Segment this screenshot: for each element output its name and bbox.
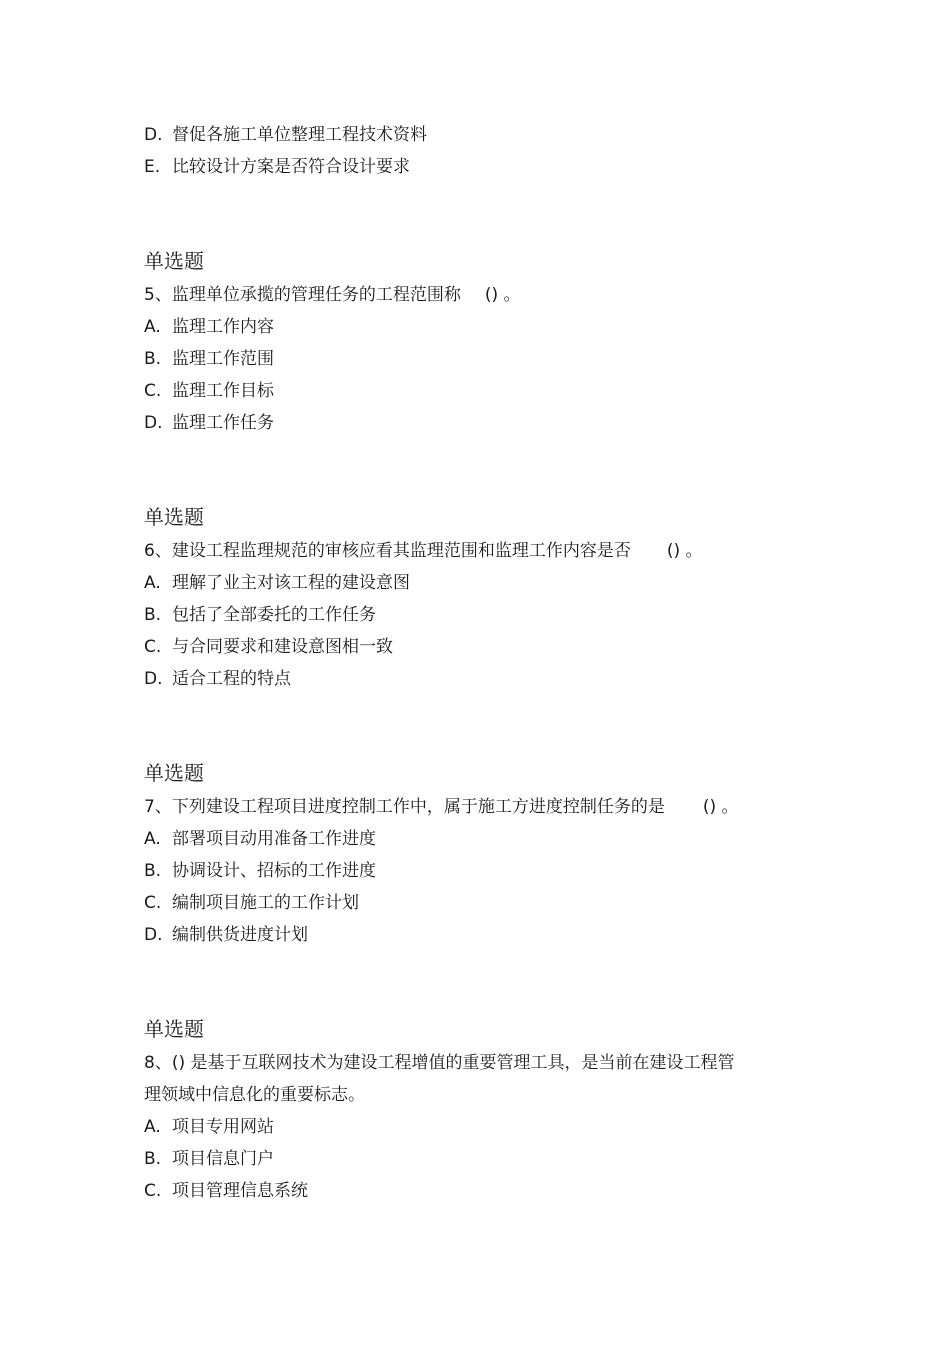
option-text: 理解了业主对该工程的建设意图: [172, 573, 410, 593]
option-text: 比较设计方案是否符合设计要求: [172, 157, 410, 177]
option-row: [144, 668, 291, 690]
option-text: 项目专用网站: [172, 1117, 274, 1137]
option-letter: B.: [144, 605, 162, 625]
option-row: [144, 124, 427, 146]
question-stem-continued: 理领域中信息化的重要标志。: [144, 1085, 365, 1105]
option-row: [144, 828, 376, 850]
option-letter: B.: [144, 349, 162, 369]
option-letter: C.: [144, 893, 162, 913]
question-number: 8、: [144, 1053, 172, 1073]
answer-blank: () 。: [702, 797, 739, 817]
option-letter: C.: [144, 637, 162, 657]
option-text: 督促各施工单位整理工程技术资料: [172, 125, 427, 145]
option-text: 监理工作目标: [172, 381, 274, 401]
option-letter: D.: [144, 125, 163, 145]
option-text: 监理工作内容: [172, 317, 274, 337]
question-number: 7、: [144, 797, 172, 817]
question-text: 监理单位承揽的管理任务的工程范围称: [171, 285, 461, 305]
option-text: 部署项目动用准备工作进度: [172, 829, 376, 849]
question-number: 5、: [144, 285, 172, 305]
option-row: [144, 860, 376, 882]
option-row: [144, 1148, 274, 1170]
option-text: 编制供货进度计划: [172, 925, 308, 945]
option-row: [144, 636, 393, 658]
question-stem: [144, 284, 521, 306]
option-letter: B.: [144, 861, 162, 881]
question-type-heading: 单选题: [144, 1017, 204, 1041]
option-letter: D.: [144, 669, 163, 689]
option-letter: C.: [144, 381, 162, 401]
option-text: 项目管理信息系统: [172, 1181, 308, 1201]
option-row: [144, 924, 308, 946]
question-stem: [144, 540, 703, 562]
option-row: [144, 156, 410, 178]
option-text: 协调设计、招标的工作进度: [172, 861, 376, 881]
option-row: [144, 316, 274, 338]
question-text: 建设工程监理规范的审核应看其监理范围和监理工作内容是否: [171, 541, 631, 561]
option-text: 适合工程的特点: [172, 669, 291, 689]
option-row: [144, 892, 359, 914]
option-text: 监理工作任务: [172, 413, 274, 433]
answer-blank: () 。: [666, 541, 703, 561]
option-text: 包括了全部委托的工作任务: [172, 605, 376, 625]
question-type-heading: 单选题: [144, 505, 204, 529]
option-letter: E.: [144, 157, 161, 177]
option-text: 编制项目施工的工作计划: [172, 893, 359, 913]
question-text: 下列建设工程项目进度控制工作中，属于施工方进度控制任务的是: [171, 797, 665, 817]
question-type-heading: 单选题: [144, 249, 204, 273]
option-text: 监理工作范围: [172, 349, 274, 369]
option-row: [144, 604, 376, 626]
option-letter: C.: [144, 1181, 162, 1201]
option-letter: A.: [144, 573, 161, 593]
option-row: [144, 572, 410, 594]
question-type-heading: 单选题: [144, 761, 204, 785]
question-stem: [144, 1052, 735, 1074]
option-letter: D.: [144, 413, 163, 433]
question-text: () 是基于互联网技术为建设工程增值的重要管理工具，是当前在建设工程管: [171, 1053, 735, 1073]
option-text: 与合同要求和建设意图相一致: [172, 637, 393, 657]
option-letter: A.: [144, 829, 161, 849]
question-number: 6、: [144, 541, 172, 561]
option-letter: A.: [144, 317, 161, 337]
option-row: [144, 348, 274, 370]
option-letter: A.: [144, 1117, 161, 1137]
question-stem: [144, 796, 739, 818]
option-row: [144, 1180, 308, 1202]
option-letter: D.: [144, 925, 163, 945]
option-row: [144, 380, 274, 402]
option-row: [144, 1116, 274, 1138]
option-row: [144, 412, 274, 434]
answer-blank: () 。: [484, 285, 521, 305]
option-letter: B.: [144, 1149, 162, 1169]
option-text: 项目信息门户: [172, 1149, 274, 1169]
